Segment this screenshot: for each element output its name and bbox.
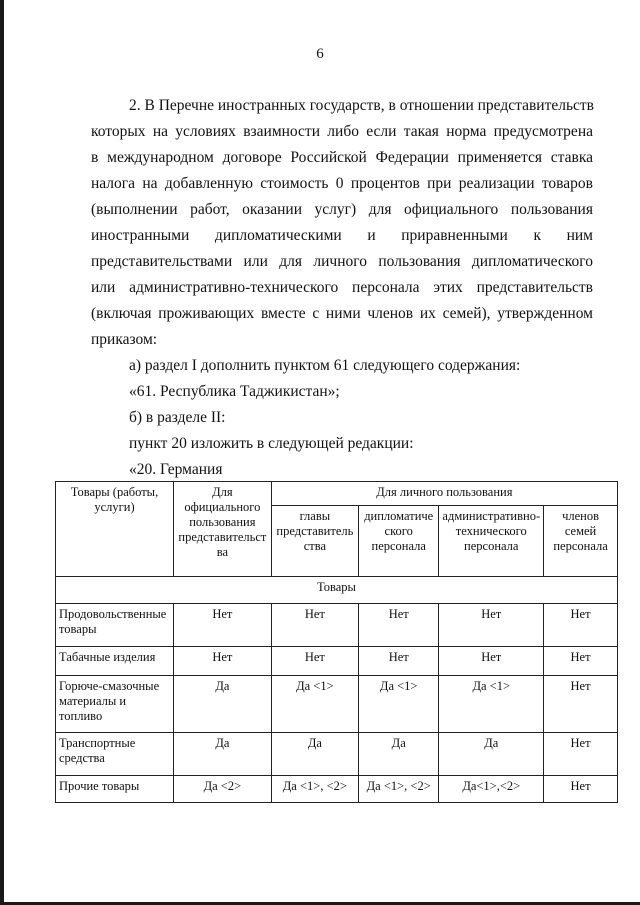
cell-admin: Нет (439, 604, 544, 647)
cell-family: Нет (544, 604, 618, 647)
row-name: Прочие товары (56, 776, 174, 803)
cell-heads: Да (271, 733, 358, 776)
cell-family: Нет (544, 647, 618, 676)
cell-official: Да <2> (174, 776, 272, 803)
table-header-row (56, 482, 618, 506)
cell-admin: Да <1> (439, 676, 544, 733)
cell-admin: Нет (439, 647, 544, 676)
cell-family: Нет (544, 676, 618, 733)
cell-official: Да (174, 733, 272, 776)
row-name: Табачные изделия (56, 647, 174, 676)
table-row (56, 776, 618, 803)
item-b: б) в разделе II: (129, 409, 226, 426)
page-left-edge (0, 0, 4, 905)
paragraph-line: иностранными дипломатическими и приравненными к ним (91, 227, 593, 244)
paragraph-line: или административно-технического персонала этих представительств (91, 279, 593, 296)
paragraph-line: 2. В Перечне иностранных государств, в отношении представительств (129, 97, 594, 114)
paragraph-line: которых на условиях взаимности либо если такая норма предусмотрена (91, 123, 593, 140)
header-diplomatic: дипломатиче ского персонала (359, 506, 439, 577)
cell-heads: Нет (271, 647, 358, 676)
item-a-text: «61. Республика Таджикистан»; (129, 383, 340, 400)
paragraph-line: приказом: (91, 331, 158, 348)
item-b-text: пункт 20 изложить в следующей редакции: (129, 435, 414, 452)
cell-diplomatic: Да <1>, <2> (359, 776, 439, 803)
page-number: 6 (316, 46, 324, 62)
cell-diplomatic: Нет (359, 604, 439, 647)
cell-admin: Да (439, 733, 544, 776)
item-a: а) раздел I дополнить пунктом 61 следующего содержания: (129, 357, 521, 374)
paragraph-line: в международном договоре Российской Федерации применяется ставка (91, 149, 593, 166)
cell-diplomatic: Нет (359, 647, 439, 676)
body-text (91, 93, 593, 483)
cell-family: Нет (544, 776, 618, 803)
cell-admin: Да<1>,<2> (439, 776, 544, 803)
cell-heads: Нет (271, 604, 358, 647)
goods-table (55, 481, 618, 803)
item-b-country: «20. Германия (129, 461, 223, 478)
header-personal: Для личного пользования (271, 482, 617, 506)
cell-family: Нет (544, 733, 618, 776)
table-section-row (56, 577, 618, 604)
paragraph-line: (выполнении работ, оказании услуг) для официального пользования (91, 201, 593, 218)
row-name: Горюче-смазочные материалы и топливо (56, 676, 174, 733)
cell-diplomatic: Да (359, 733, 439, 776)
cell-official: Нет (174, 604, 272, 647)
cell-heads: Да <1>, <2> (271, 776, 358, 803)
header-official: Для официального пользования представительст ва (174, 482, 272, 577)
table-row (56, 676, 618, 733)
table-row (56, 647, 618, 676)
section-label: Товары (56, 577, 618, 604)
paragraph-line: (включая проживающих вместе с ними членов их семей), утвержденном (91, 305, 593, 322)
row-name: Продовольственные товары (56, 604, 174, 647)
cell-heads: Да <1> (271, 676, 358, 733)
paragraph-line: налога на добавленную стоимость 0 процентов при реализации товаров (91, 175, 593, 192)
table-row (56, 733, 618, 776)
cell-official: Да (174, 676, 272, 733)
header-admin: административно-технического персонала (439, 506, 544, 577)
row-name: Транспортные средства (56, 733, 174, 776)
cell-diplomatic: Да <1> (359, 676, 439, 733)
table-row (56, 604, 618, 647)
paragraph-line: представительствами или для личного пользования дипломатического (91, 253, 593, 270)
cell-official: Нет (174, 647, 272, 676)
header-family: членов семей персонала (544, 506, 618, 577)
header-heads: главы представитель ства (271, 506, 358, 577)
header-goods: Товары (работы, услуги) (56, 482, 174, 577)
